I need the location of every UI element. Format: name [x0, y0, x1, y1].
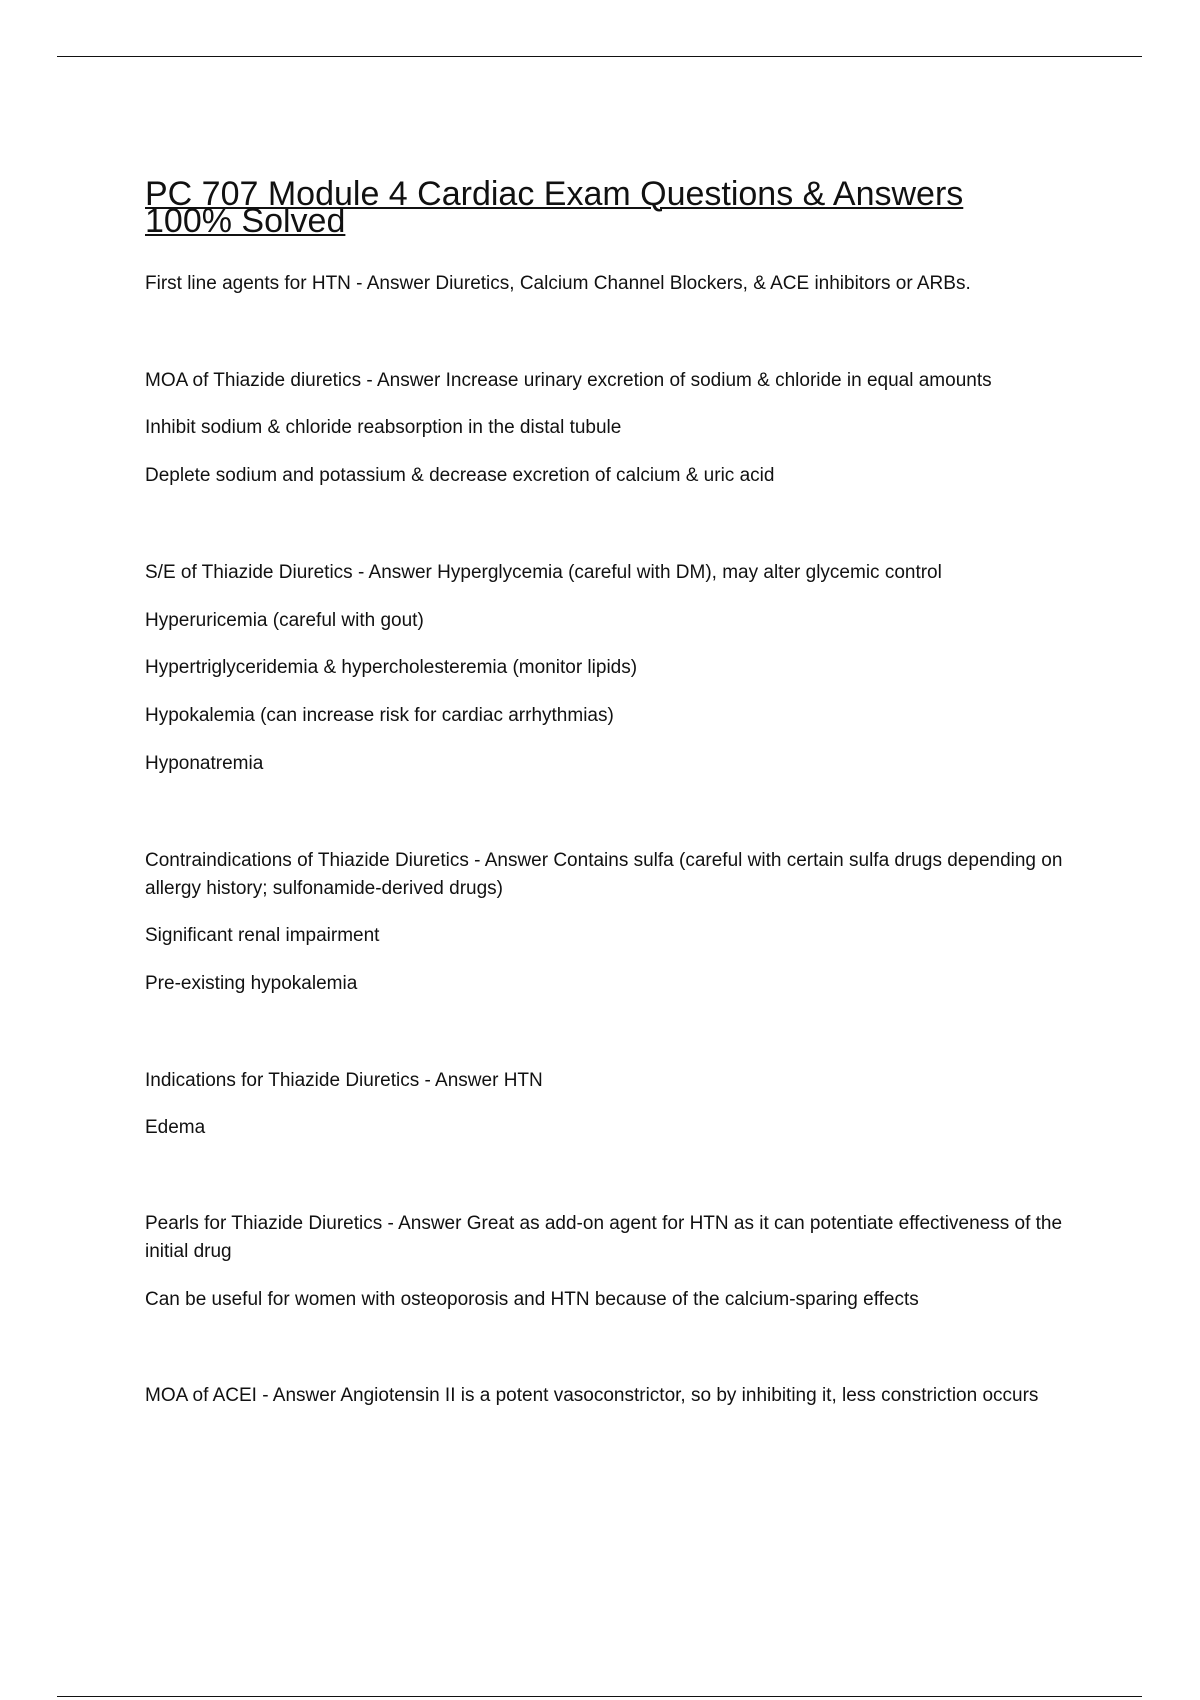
answer-line: Inhibit sodium & chloride reabsorption in the distal tubule — [145, 417, 622, 438]
answer-line: Pre-existing hypokalemia — [145, 973, 358, 994]
answer-line: Edema — [145, 1117, 206, 1138]
qa-pearls-thiazide: Pearls for Thiazide Diuretics - Answer Great as add-on agent for HTN as it can potentiate effectiveness of the initial drug — [145, 1213, 1063, 1262]
qa-contraindications-thiazide: Contraindications of Thiazide Diuretics - Answer Contains sulfa (careful with certain sulfa drugs depending on allergy history; sulfonamide-derived drugs) — [145, 850, 1063, 899]
qa-moa-thiazide: MOA of Thiazide diuretics - Answer Increase urinary excretion of sodium & chloride in equal amounts — [145, 370, 992, 391]
qa-moa-acei: MOA of ACEI - Answer Angiotensin II is a potent vasoconstrictor, so by inhibiting it, less constriction occurs — [145, 1385, 1039, 1406]
answer-line: Hypertriglyceridemia & hypercholesteremia (monitor lipids) — [145, 657, 638, 678]
footer-rule — [57, 1696, 1142, 1697]
answer-line: Hypokalemia (can increase risk for cardiac arrhythmias) — [145, 705, 614, 726]
qa-se-thiazide: S/E of Thiazide Diuretics - Answer Hyperglycemia (careful with DM), may alter glycemic control — [145, 562, 942, 583]
document-title: PC 707 Module 4 Cardiac Exam Questions & Answers 100% Solved — [145, 175, 964, 240]
answer-line: Can be useful for women with osteoporosis and HTN because of the calcium-sparing effects — [145, 1289, 919, 1310]
qa-indications-thiazide: Indications for Thiazide Diuretics - Answer HTN — [145, 1070, 543, 1091]
answer-line: Significant renal impairment — [145, 925, 380, 946]
answer-line: Deplete sodium and potassium & decrease excretion of calcium & uric acid — [145, 465, 775, 486]
answer-line: Hyperuricemia (careful with gout) — [145, 610, 424, 631]
answer-line: Hyponatremia — [145, 753, 264, 774]
header-rule — [57, 56, 1142, 57]
qa-first-line-agents: First line agents for HTN - Answer Diuretics, Calcium Channel Blockers, & ACE inhibitors or ARBs. — [145, 273, 971, 294]
